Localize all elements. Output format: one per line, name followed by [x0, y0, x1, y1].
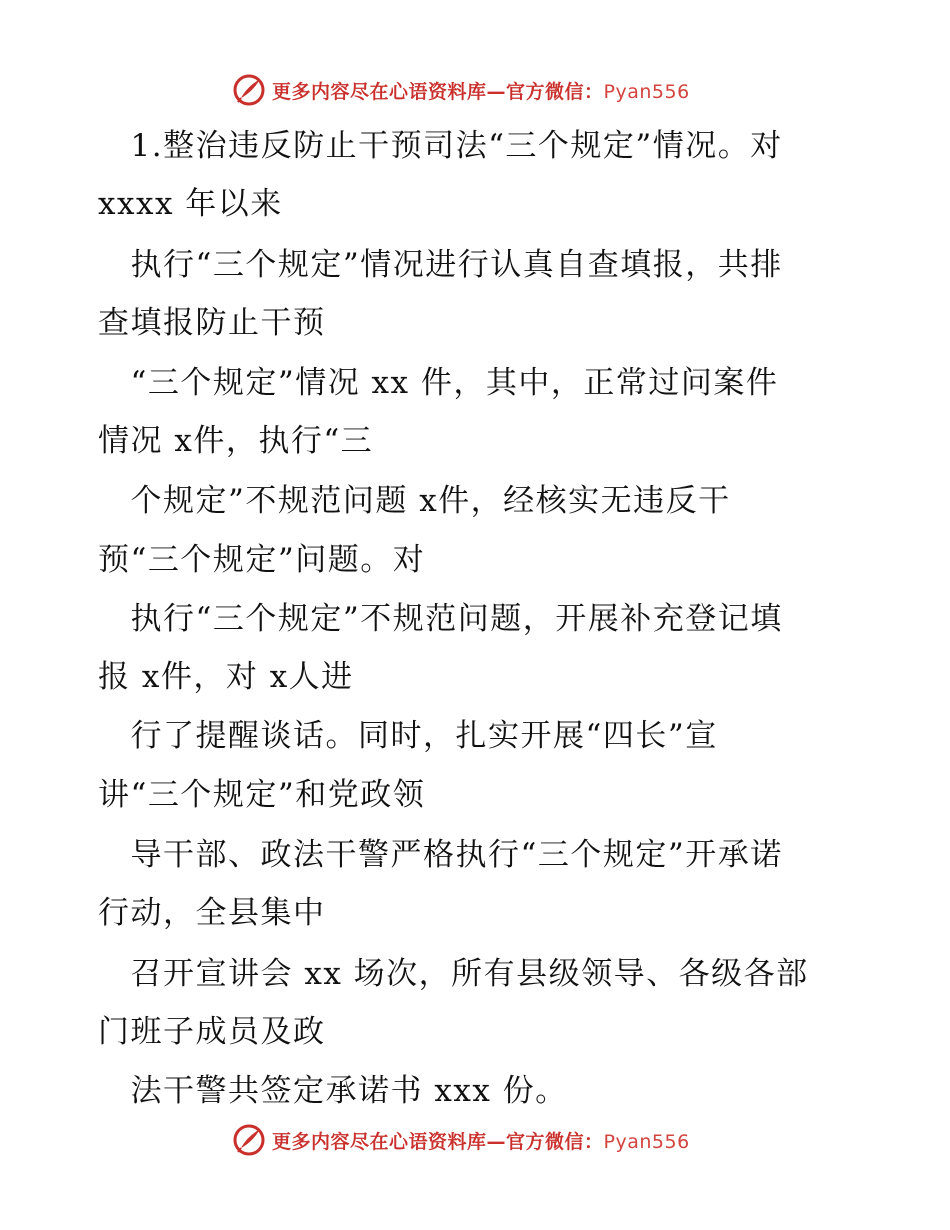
body-line: 查填报防止干预 — [98, 305, 326, 341]
body-line: 行了提醒谈话。同时，扎实开展“四长”宣 — [98, 718, 718, 754]
body-line: 执行“三个规定”不规范问题，开展补充登记填 — [98, 601, 783, 637]
watermark-text: 更多内容尽在心语资料库—官方微信：Pyan556 — [272, 1130, 690, 1153]
footer-watermark — [232, 1120, 690, 1160]
body-line: “三个规定”情况 xx 件，其中，正常过问案件 — [98, 365, 779, 401]
body-line: 1.整治违反防止干预司法“三个规定”情况。对 — [98, 128, 783, 164]
body-line: 召开宣讲会 xx 场次，所有县级领导、各级各部 — [98, 956, 809, 992]
body-line: 法干警共签定承诺书 xxx 份。 — [98, 1073, 568, 1109]
body-line: 门班子成员及政 — [98, 1014, 326, 1050]
body-line: 个规定”不规范问题 x件，经核实无违反干 — [98, 483, 731, 519]
watermark-text: 更多内容尽在心语资料库—官方微信：Pyan556 — [272, 80, 690, 103]
feather-pen-logo-icon — [232, 1123, 266, 1157]
header-watermark — [232, 70, 690, 110]
body-line: 讲“三个规定”和党政领 — [98, 777, 426, 813]
body-line: 情况 x件，执行“三 — [98, 423, 374, 459]
feather-pen-logo-icon — [232, 73, 266, 107]
body-line: xxxx 年以来 — [98, 186, 283, 222]
body-line: 执行“三个规定”情况进行认真自查填报，共排 — [98, 247, 783, 283]
body-line: 导干部、政法干警严格执行“三个规定”开承诺 — [98, 837, 783, 873]
body-line: 行动，全县集中 — [98, 895, 326, 931]
body-line: 预“三个规定”问题。对 — [98, 542, 426, 578]
body-line: 报 x件，对 x人进 — [98, 659, 354, 695]
